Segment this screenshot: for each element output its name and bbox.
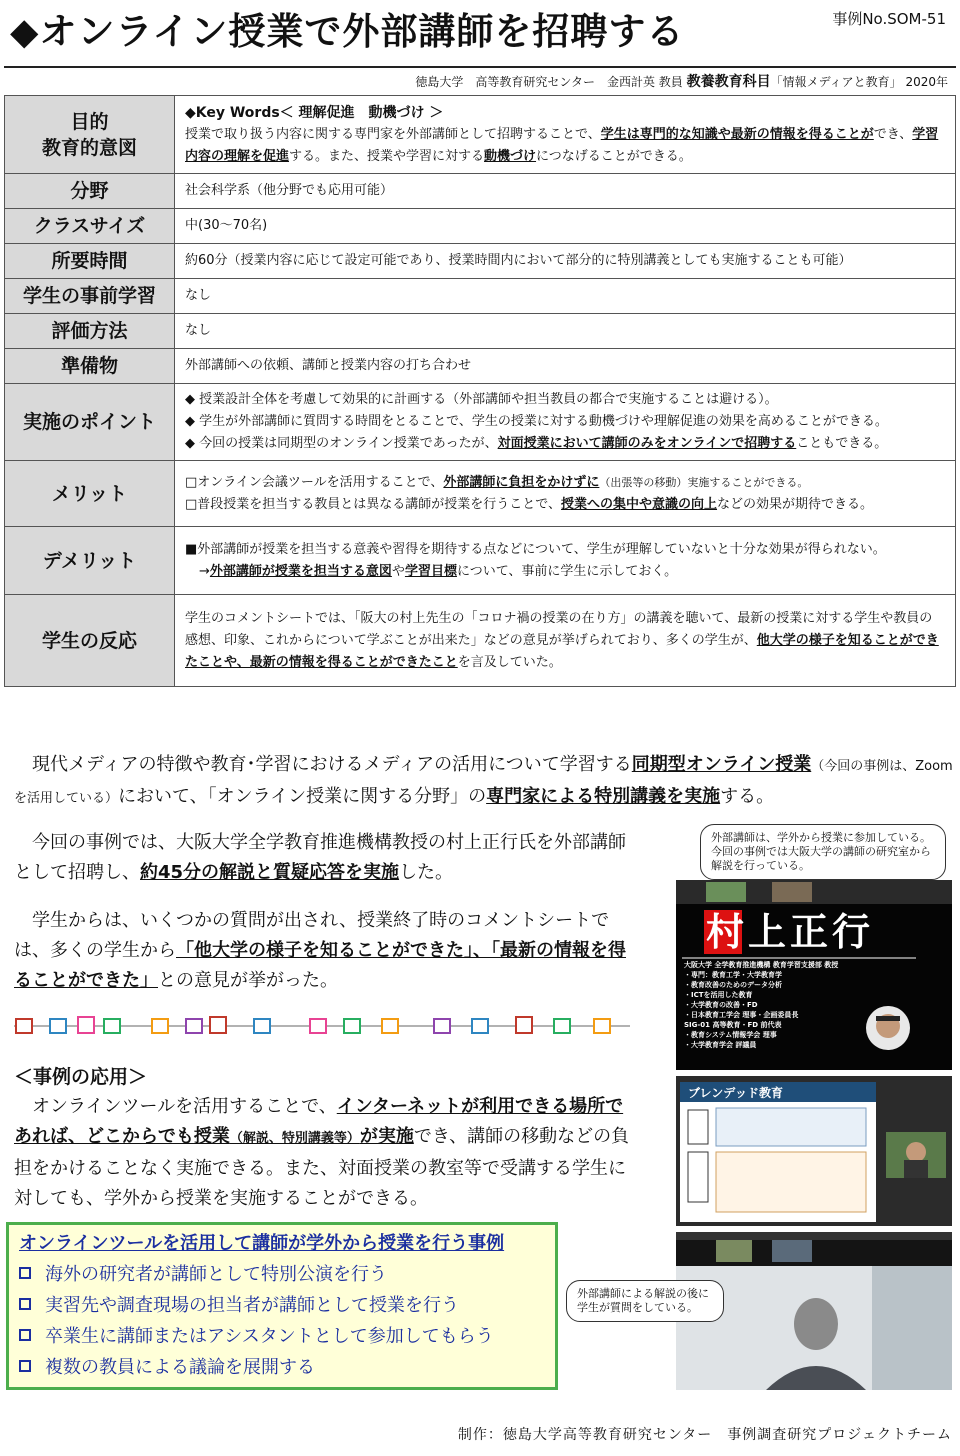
eval-label: 評価方法	[5, 314, 175, 349]
reaction-label: 学生の反応	[5, 595, 175, 687]
title-divider	[4, 66, 956, 68]
profile-line: ・大学教育学会 評議員	[684, 1041, 757, 1049]
table-row	[5, 209, 956, 244]
eval-value: なし	[175, 314, 956, 349]
merit-text: □普段授業を担当する教員とは異なる講師が授業を行うことで、	[185, 496, 562, 512]
credit-line: 制作：徳島大学高等教育研究センター 事例調査研究プロジェクトチーム	[457, 1427, 952, 1443]
profile-line: ・教育改善のためのデータ分析	[684, 981, 782, 989]
list-item	[19, 1321, 545, 1352]
intro-emph: 同期型オンライン授業	[631, 754, 812, 775]
point-item	[185, 433, 945, 455]
table-row	[5, 174, 956, 209]
time-value: 約60分（授業内容に応じて設定可能であり、授業時間内において部分的に特別講義としても実施することも可能）	[175, 244, 956, 279]
list-item	[19, 1259, 545, 1290]
case-text: 今回の事例では、大阪大学全学教育推進機構教授の村上正行氏を外部講師として招聘し、	[14, 832, 626, 883]
example-text: 海外の研究者が講師として特別公演を行う	[45, 1264, 387, 1285]
checkbox-icon	[19, 1298, 31, 1310]
intro-text: において、「オンライン授業に関する分野」の	[118, 786, 487, 807]
merit-text: （出張等の移動）実施することができる。	[599, 475, 809, 489]
merit-emph: 授業への集中や意識の向上	[561, 496, 718, 512]
course-category: 教養教育科目	[686, 74, 771, 90]
author-line	[415, 72, 948, 92]
table-row	[5, 595, 956, 687]
profile-line: ・ICTを活用した教育	[684, 991, 753, 999]
checkbox-icon	[19, 1360, 31, 1372]
info-table	[4, 95, 956, 687]
callout-bottom: 外部講師による解説の後に学生が質問をしている。	[566, 1280, 724, 1322]
reaction-text: 学生からは、いくつかの質問が出され、授業終了時のコメントシートでは、多くの学生から	[14, 910, 610, 961]
purpose-emph: 動機づけ	[484, 148, 537, 164]
time-label: 所要時間	[5, 244, 175, 279]
profile-line: ・日本教育工学会 理事・企画委員長	[684, 1011, 799, 1019]
case-emph: 約45分の解説と質疑応答を実施	[140, 862, 400, 883]
purpose-text: につなげることができる。	[536, 148, 692, 164]
intro-note: （今回の事例は、Zoomを活用している）	[14, 759, 953, 806]
point-item: ◆ 授業設計全体を考慮して効果的に計画する（外部講師や担当教員の都合で実施することは避ける）。	[185, 392, 778, 407]
profile-line: 大阪大学 全学教育推進機構 教育学習支援部 教授	[684, 961, 839, 969]
merit-item	[185, 494, 945, 516]
examples-title: オンラインツールを活用して講師が学外から授業を行う事例	[19, 1233, 505, 1254]
table-row	[5, 244, 956, 279]
merit-value	[175, 461, 956, 527]
application-text: オンラインツールを活用することで、	[32, 1096, 337, 1117]
reaction-text: を言及していた。	[457, 654, 562, 670]
purpose-emph: 学生は専門的な知識や最新の情報を得ることが	[600, 126, 874, 142]
materials-value: 外部講師への依頼、講師と授業内容の打ち合わせ	[175, 349, 956, 384]
purpose-text: する。また、授業や学習に対する	[289, 148, 485, 164]
reaction-text: 学生のコメントシートでは、「阪大の村上先生の「コロナ禍の授業の在り方」の講義を聴いて、最新の授業に対する学生や教員の感想、印象、これからについて学ぶことが出来た」などの意見が挙げられており、多くの学生が、	[185, 610, 933, 648]
table-row	[5, 527, 956, 595]
merit-text: などの効果が期待できる。	[717, 496, 874, 512]
point-text: ◆ 今回の授業は同期型のオンライン授業であったが、	[185, 436, 498, 451]
course-name: 「情報メディアと教育」 2020年	[770, 75, 948, 89]
case-text: した。	[399, 862, 454, 883]
intro-text: する。	[720, 786, 775, 807]
examples-box	[6, 1222, 558, 1390]
checkbox-icon	[19, 1329, 31, 1341]
point-emph: 対面授業において講師のみをオンラインで招聘する	[497, 436, 797, 451]
class-size-value: 中(30～70名)	[175, 209, 956, 244]
purpose-value	[175, 96, 956, 174]
demerit-value	[175, 527, 956, 595]
purpose-text: 授業で取り扱う内容に関する専門家を外部講師として招聘することで、	[185, 126, 601, 142]
profile-line: ・専門：教育工学・大学教育学	[684, 971, 782, 979]
merit-label: メリット	[5, 461, 175, 527]
application-text: でき、講師の移動などの負担をかけることなく実施できる。また、対面授業の教室等で受講する学生に対しても、学外から授業を実施することができる。	[14, 1126, 630, 1209]
demerit-emph: 外部講師が授業を担当する意図	[209, 563, 392, 579]
point-text: こともできる。	[796, 436, 888, 451]
table-row	[5, 279, 956, 314]
purpose-text: でき、	[873, 126, 913, 142]
merit-item	[185, 472, 945, 494]
zoom-screenshot-profile	[676, 880, 952, 1070]
list-item	[19, 1290, 545, 1321]
reaction-text: との意見が挙がった。	[158, 970, 338, 991]
demerit-label: デメリット	[5, 527, 175, 595]
class-size-label: クラスサイズ	[5, 209, 175, 244]
case-number: 事例No.SOM-51	[832, 10, 946, 28]
intro-paragraph	[14, 750, 954, 814]
intro-text: 現代メディアの特徴や教育･学習におけるメディアの活用について学習する	[32, 754, 632, 775]
demerit-text: →	[199, 563, 210, 579]
callout-top: 外部講師は、学外から授業に参加している。今回の事例では大阪大学の講師の研究室から解説を行っている。	[700, 824, 946, 880]
lecturer-name: 村上正行	[706, 909, 875, 954]
purpose-emph: 学習内容の理解を促進	[185, 126, 939, 164]
table-row	[5, 314, 956, 349]
lecturer-profile	[684, 960, 874, 1050]
demerit-text: について、事前に学生に示しておく。	[456, 563, 678, 579]
reaction-value	[175, 595, 956, 687]
application-paragraph	[14, 1092, 634, 1214]
point-item: ◆ 学生が外部講師に質問する時間をとることで、学生の授業に対する動機づけや理解促進の効果を高めることができる。	[185, 414, 888, 429]
table-row	[5, 461, 956, 527]
keywords: ◆Key Words＜ 理解促進 動機づけ ＞	[185, 104, 444, 121]
points-label: 実施のポイント	[5, 384, 175, 461]
field-value: 社会科学系（他分野でも応用可能）	[175, 174, 956, 209]
demerit-emph: 学習目標	[404, 563, 457, 579]
author-affiliation: 徳島大学 高等教育研究センター 金西計英 教員	[415, 75, 683, 89]
merit-emph: 外部講師に負担をかけずに	[443, 474, 600, 490]
example-text: 卒業生に講師またはアシスタントとして参加してもらう	[45, 1326, 494, 1347]
prep-value: なし	[175, 279, 956, 314]
application-emph: インターネットが利用できる場所であれば、どこからでも授業	[14, 1096, 624, 1147]
merit-text: □オンライン会議ツールを活用することで、	[185, 474, 444, 490]
zoom-screenshot-slide	[676, 1076, 952, 1226]
example-text: 複数の教員による議論を展開する	[45, 1357, 315, 1378]
slide-title: ブレンデッド教育	[688, 1086, 783, 1100]
demerit-item: ■外部講師が授業を担当する意義や習得を期待する点などについて、学生が理解していないと十分な効果が得られない。	[185, 541, 886, 557]
application-emph: が実施	[359, 1126, 414, 1147]
checkbox-icon	[19, 1267, 31, 1279]
reaction-emph: 他大学の様子を知ることができたことや、最新の情報を得ることができたこと	[185, 632, 939, 670]
page-title: ◆オンライン授業で外部講師を招聘する	[10, 10, 685, 53]
application-heading: ＜事例の応用＞	[14, 1066, 148, 1088]
points-value	[175, 384, 956, 461]
list-item	[19, 1352, 545, 1383]
materials-label: 準備物	[5, 349, 175, 384]
prep-label: 学生の事前学習	[5, 279, 175, 314]
demerit-item	[185, 561, 945, 583]
case-paragraph	[14, 828, 634, 888]
reaction-emph: 「他大学の様子を知ることができた」、「最新の情報を得ることができた」	[14, 940, 626, 991]
profile-line: ・大学教育の改善・FD	[684, 1001, 758, 1009]
demerit-text: や	[391, 563, 405, 579]
table-row	[5, 96, 956, 174]
profile-line: ・教育システム情報学会 理事	[684, 1031, 777, 1039]
table-row	[5, 384, 956, 461]
example-text: 実習先や調査現場の担当者が講師として授業を行う	[45, 1295, 459, 1316]
application-note: （解説、特別講義等）	[229, 1131, 360, 1146]
profile-line: SIG-01 高等教育・FD 前代表	[684, 1021, 782, 1029]
table-row	[5, 349, 956, 384]
purpose-label: 目的 教育的意図	[5, 96, 175, 174]
intro-emph: 専門家による特別講義を実施	[486, 786, 721, 807]
field-label: 分野	[5, 174, 175, 209]
reaction-paragraph	[14, 906, 634, 996]
decorative-chain	[14, 1016, 630, 1036]
